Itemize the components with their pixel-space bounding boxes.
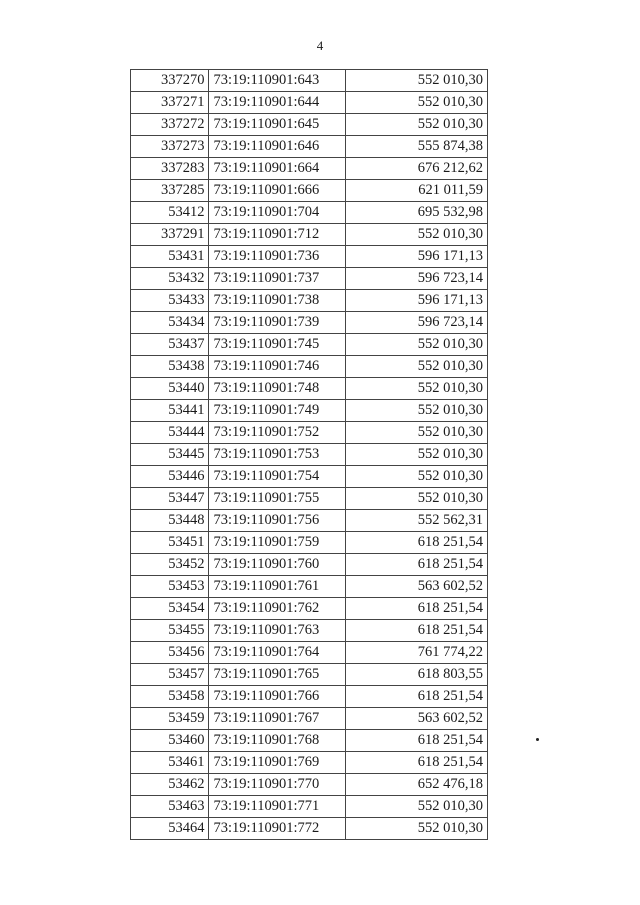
- value-cell: 596 723,14: [346, 312, 488, 334]
- scan-speck: [536, 738, 539, 741]
- table-row: [131, 202, 488, 224]
- cadastral-number-cell: 73:19:110901:763: [209, 620, 346, 642]
- row-id-cell: 53456: [131, 642, 209, 664]
- cadastral-number-cell: 73:19:110901:746: [209, 356, 346, 378]
- row-id-cell: 53463: [131, 796, 209, 818]
- value-cell: 552 010,30: [346, 114, 488, 136]
- table-row: [131, 334, 488, 356]
- row-id-cell: 337272: [131, 114, 209, 136]
- row-id-cell: 53444: [131, 422, 209, 444]
- value-cell: 552 010,30: [346, 444, 488, 466]
- value-cell: 552 010,30: [346, 466, 488, 488]
- table-row: [131, 774, 488, 796]
- row-id-cell: 53440: [131, 378, 209, 400]
- value-cell: 555 874,38: [346, 136, 488, 158]
- table-row: [131, 752, 488, 774]
- value-cell: 618 251,54: [346, 620, 488, 642]
- cadastral-number-cell: 73:19:110901:761: [209, 576, 346, 598]
- row-id-cell: 53445: [131, 444, 209, 466]
- row-id-cell: 53455: [131, 620, 209, 642]
- cadastral-number-cell: 73:19:110901:737: [209, 268, 346, 290]
- table-row: [131, 114, 488, 136]
- value-cell: 618 251,54: [346, 730, 488, 752]
- table-row: [131, 730, 488, 752]
- cadastral-number-cell: 73:19:110901:755: [209, 488, 346, 510]
- row-id-cell: 53459: [131, 708, 209, 730]
- table-row: [131, 378, 488, 400]
- registry-table-body: [131, 70, 488, 840]
- value-cell: 618 251,54: [346, 598, 488, 620]
- value-cell: 552 010,30: [346, 796, 488, 818]
- cadastral-number-cell: 73:19:110901:762: [209, 598, 346, 620]
- table-row: [131, 532, 488, 554]
- value-cell: 552 010,30: [346, 334, 488, 356]
- value-cell: 695 532,98: [346, 202, 488, 224]
- value-cell: 652 476,18: [346, 774, 488, 796]
- row-id-cell: 337285: [131, 180, 209, 202]
- cadastral-number-cell: 73:19:110901:770: [209, 774, 346, 796]
- row-id-cell: 337271: [131, 92, 209, 114]
- page-number: 4: [316, 38, 324, 53]
- row-id-cell: 53447: [131, 488, 209, 510]
- table-row: [131, 708, 488, 730]
- table-row: [131, 356, 488, 378]
- row-id-cell: 53457: [131, 664, 209, 686]
- value-cell: 552 010,30: [346, 224, 488, 246]
- table-row: [131, 136, 488, 158]
- row-id-cell: 53431: [131, 246, 209, 268]
- cadastral-number-cell: 73:19:110901:756: [209, 510, 346, 532]
- value-cell: 552 010,30: [346, 70, 488, 92]
- row-id-cell: 53458: [131, 686, 209, 708]
- table-row: [131, 686, 488, 708]
- table-row: [131, 290, 488, 312]
- cadastral-number-cell: 73:19:110901:753: [209, 444, 346, 466]
- cadastral-number-cell: 73:19:110901:644: [209, 92, 346, 114]
- cadastral-number-cell: 73:19:110901:712: [209, 224, 346, 246]
- value-cell: 563 602,52: [346, 576, 488, 598]
- table-row: [131, 70, 488, 92]
- table-row: [131, 422, 488, 444]
- row-id-cell: 337283: [131, 158, 209, 180]
- cadastral-number-cell: 73:19:110901:745: [209, 334, 346, 356]
- row-id-cell: 53438: [131, 356, 209, 378]
- table-row: [131, 180, 488, 202]
- row-id-cell: 53432: [131, 268, 209, 290]
- cadastral-number-cell: 73:19:110901:764: [209, 642, 346, 664]
- value-cell: 761 774,22: [346, 642, 488, 664]
- cadastral-number-cell: 73:19:110901:754: [209, 466, 346, 488]
- table-row: [131, 554, 488, 576]
- cadastral-number-cell: 73:19:110901:666: [209, 180, 346, 202]
- row-id-cell: 53433: [131, 290, 209, 312]
- row-id-cell: 53453: [131, 576, 209, 598]
- row-id-cell: 53441: [131, 400, 209, 422]
- cadastral-number-cell: 73:19:110901:646: [209, 136, 346, 158]
- cadastral-number-cell: 73:19:110901:664: [209, 158, 346, 180]
- cadastral-number-cell: 73:19:110901:739: [209, 312, 346, 334]
- cadastral-number-cell: 73:19:110901:766: [209, 686, 346, 708]
- table-row: [131, 444, 488, 466]
- registry-table: [130, 69, 488, 840]
- value-cell: 552 562,31: [346, 510, 488, 532]
- value-cell: 621 011,59: [346, 180, 488, 202]
- cadastral-number-cell: 73:19:110901:736: [209, 246, 346, 268]
- table-row: [131, 312, 488, 334]
- table-row: [131, 92, 488, 114]
- row-id-cell: 53434: [131, 312, 209, 334]
- value-cell: 596 171,13: [346, 290, 488, 312]
- table-row: [131, 664, 488, 686]
- row-id-cell: 337291: [131, 224, 209, 246]
- table-row: [131, 158, 488, 180]
- value-cell: 676 212,62: [346, 158, 488, 180]
- table-row: [131, 642, 488, 664]
- row-id-cell: 337273: [131, 136, 209, 158]
- row-id-cell: 53451: [131, 532, 209, 554]
- value-cell: 552 010,30: [346, 400, 488, 422]
- table-row: [131, 246, 488, 268]
- table-row: [131, 818, 488, 840]
- value-cell: 618 251,54: [346, 554, 488, 576]
- row-id-cell: 53462: [131, 774, 209, 796]
- value-cell: 596 171,13: [346, 246, 488, 268]
- cadastral-number-cell: 73:19:110901:772: [209, 818, 346, 840]
- cadastral-number-cell: 73:19:110901:765: [209, 664, 346, 686]
- value-cell: 596 723,14: [346, 268, 488, 290]
- table-row: [131, 400, 488, 422]
- table-row: [131, 466, 488, 488]
- table-row: [131, 488, 488, 510]
- cadastral-number-cell: 73:19:110901:738: [209, 290, 346, 312]
- cadastral-number-cell: 73:19:110901:752: [209, 422, 346, 444]
- value-cell: 552 010,30: [346, 356, 488, 378]
- cadastral-number-cell: 73:19:110901:749: [209, 400, 346, 422]
- cadastral-number-cell: 73:19:110901:704: [209, 202, 346, 224]
- table-row: [131, 796, 488, 818]
- cadastral-number-cell: 73:19:110901:771: [209, 796, 346, 818]
- table-row: [131, 268, 488, 290]
- value-cell: 618 803,55: [346, 664, 488, 686]
- row-id-cell: 53452: [131, 554, 209, 576]
- table-row: [131, 620, 488, 642]
- cadastral-number-cell: 73:19:110901:643: [209, 70, 346, 92]
- cadastral-number-cell: 73:19:110901:767: [209, 708, 346, 730]
- row-id-cell: 53437: [131, 334, 209, 356]
- value-cell: 552 010,30: [346, 422, 488, 444]
- cadastral-number-cell: 73:19:110901:748: [209, 378, 346, 400]
- row-id-cell: 53460: [131, 730, 209, 752]
- row-id-cell: 53454: [131, 598, 209, 620]
- cadastral-number-cell: 73:19:110901:759: [209, 532, 346, 554]
- value-cell: 552 010,30: [346, 92, 488, 114]
- cadastral-number-cell: 73:19:110901:769: [209, 752, 346, 774]
- value-cell: 618 251,54: [346, 532, 488, 554]
- value-cell: 618 251,54: [346, 752, 488, 774]
- value-cell: 552 010,30: [346, 818, 488, 840]
- value-cell: 618 251,54: [346, 686, 488, 708]
- row-id-cell: 53446: [131, 466, 209, 488]
- table-row: [131, 224, 488, 246]
- cadastral-number-cell: 73:19:110901:768: [209, 730, 346, 752]
- row-id-cell: 53464: [131, 818, 209, 840]
- cadastral-number-cell: 73:19:110901:645: [209, 114, 346, 136]
- row-id-cell: 53448: [131, 510, 209, 532]
- value-cell: 563 602,52: [346, 708, 488, 730]
- row-id-cell: 337270: [131, 70, 209, 92]
- row-id-cell: 53412: [131, 202, 209, 224]
- table-row: [131, 598, 488, 620]
- cadastral-number-cell: 73:19:110901:760: [209, 554, 346, 576]
- value-cell: 552 010,30: [346, 488, 488, 510]
- table-row: [131, 510, 488, 532]
- row-id-cell: 53461: [131, 752, 209, 774]
- table-row: [131, 576, 488, 598]
- value-cell: 552 010,30: [346, 378, 488, 400]
